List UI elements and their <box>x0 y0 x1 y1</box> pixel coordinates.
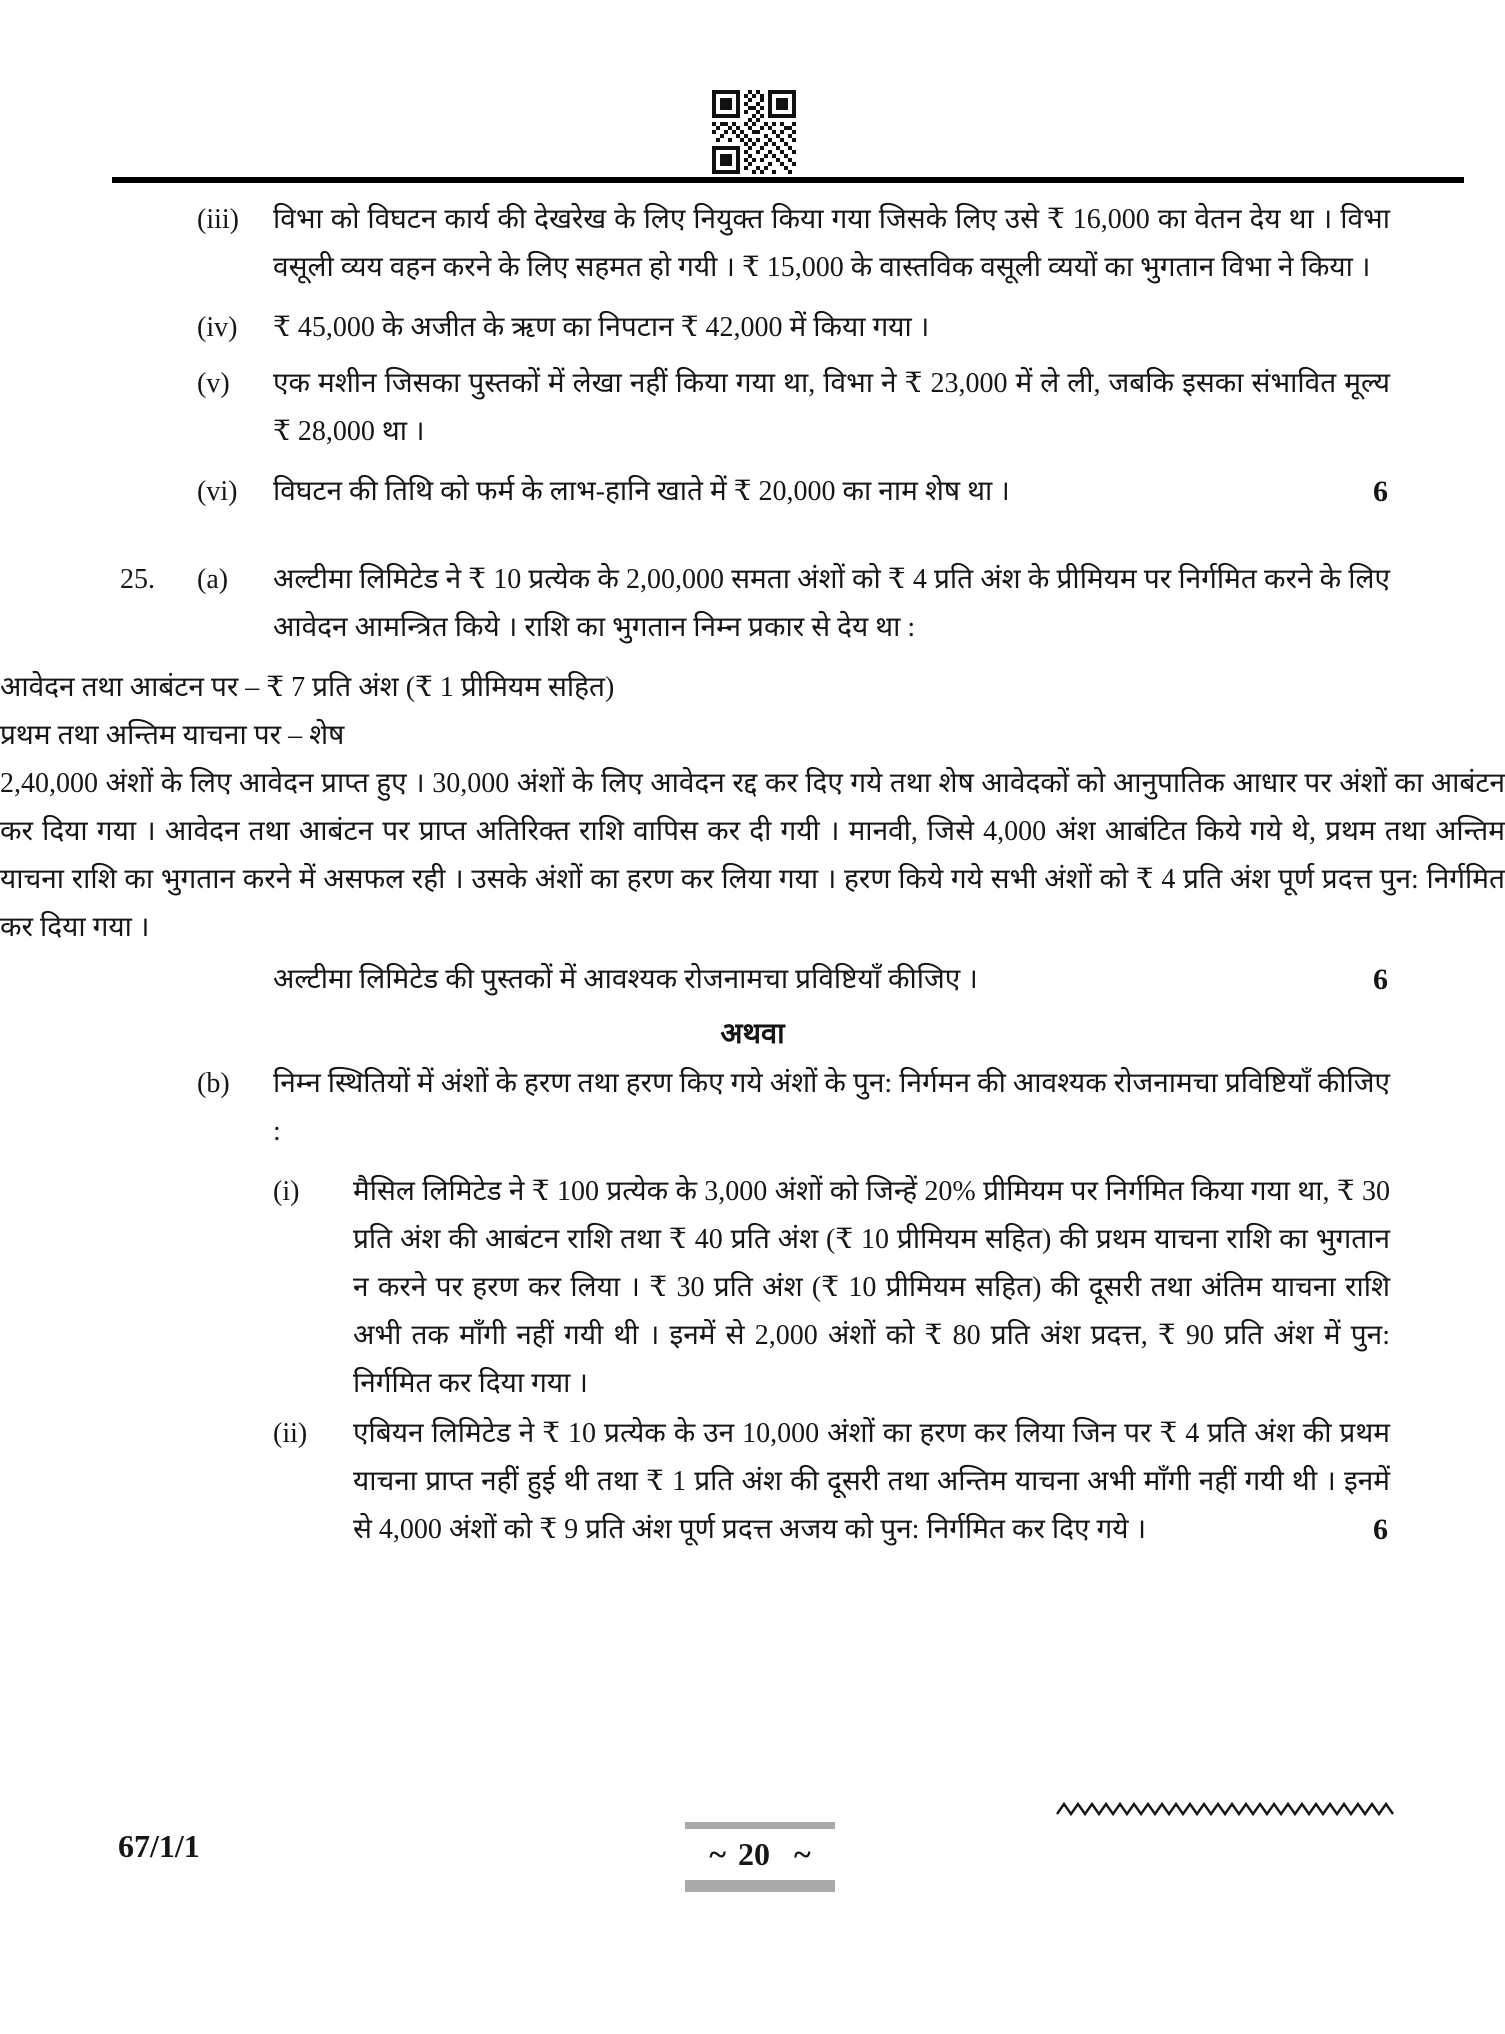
qr-code-graphic <box>712 90 796 174</box>
page-number <box>685 1829 835 1880</box>
question-subpart-v <box>197 360 1390 456</box>
header-rule <box>112 177 1464 183</box>
item-text: एबियन लिमिटेड ने ₹ 10 प्रत्येक के उन 10,000 अंशों का हरण कर लिया जिन पर ₹ 4 प्रति अंश की प्रथम याचना प्राप्त नहीं हुई थी तथा ₹ 1 प्रति अंश की दूसरी तथा अन्तिम याचना अभी माँगी नहीं गयी थी । इनमें से 4,000 अंशों को ₹ 9 प्रति अंश पूर्ण प्रदत्त अजय को पुन: निर्गमित कर दिए गये । <box>353 1418 1390 1545</box>
question-25 <box>0 556 1505 1554</box>
part-a-body-text: 2,40,000 अंशों के लिए आवेदन प्राप्त हुए । 30,000 अंशों के लिए आवेदन रद्द कर दिए गये तथा शेष आवेदकों को आनुपातिक आधार पर अंशों का आबंटन कर दिया गया । आवेदन तथा आबंटन पर प्राप्त अतिरिक्त राशि वापिस कर दी गयी । मानवी, जिसे 4,000 अंश आबंटित किये गये थे, प्रथम तथा अन्तिम याचना राशि का भुगतान करने में असफल रही । उसके अंशों का हरण कर लिया गया । हरण किये गये सभी अंशों को ₹ 4 प्रति अंश पूर्ण प्रदत्त पुन: निर्गमित कर दिया गया । <box>0 768 1505 943</box>
page-number-bottom-bar <box>685 1880 835 1892</box>
part-b-intro-text: निम्न स्थितियों में अंशों के हरण तथा हरण किए गये अंशों के पुन: निर्गमन की आवश्यक रोजनामचा प्रविष्टियाँ कीजिए : <box>273 1068 1390 1147</box>
marks-badge: 6 <box>1373 963 1388 996</box>
zigzag-graphic <box>1056 1800 1404 1818</box>
item-text: विभा को विघटन कार्य की देखरेख के लिए नियुक्त किया गया जिसके लिए उसे ₹ 16,000 का वेतन देय था । विभा वसूली व्यय वहन करने के लिए सहमत हो गयी । ₹ 15,000 के वास्तविक वसूली व्ययों का भुगतान विभा ने किया । <box>273 204 1390 283</box>
page-number-value: 20 <box>738 1836 770 1872</box>
part-a-instruction-row <box>273 956 1390 1004</box>
question-content <box>0 196 1505 1556</box>
question-subpart-vi <box>197 468 1390 516</box>
question-number: 25. <box>120 564 155 595</box>
part-a-intro-text: अल्टीमा लिमिटेड ने ₹ 10 प्रत्येक के 2,00,000 समता अंशों को ₹ 4 प्रति अंश के प्रीमियम पर निर्गमित करने के लिए आवेदन आमन्त्रित किये । राशि का भुगतान निम्न प्रकार से देय था : <box>273 564 1390 643</box>
item-label: (ii) <box>273 1418 308 1449</box>
item-label: (vi) <box>197 476 238 507</box>
item-text: मैसिल लिमिटेड ने ₹ 100 प्रत्येक के 3,000 अंशों को जिन्हें 20% प्रीमियम पर निर्गमित किया गया था, ₹ 30 प्रति अंश की आबंटन राशि तथा ₹ 40 प्रति अंश (₹ 10 प्रीमियम सहित) की प्रथम याचना राशि का भुगतान न करने पर हरण कर लिया । ₹ 30 प्रति अंश (₹ 10 प्रीमियम सहित) की दूसरी तथा अंतिम याचना राशि अभी तक माँगी नहीं गयी थी । इनमें से 2,000 अंशों को ₹ 80 प्रति अंश प्रदत्त, ₹ 90 प्रति अंश में पुन: निर्गमित कर दिया गया । <box>353 1176 1390 1399</box>
marks-badge: 6 <box>1373 475 1388 508</box>
item-label: (iv) <box>197 312 238 343</box>
item-text: एक मशीन जिसका पुस्तकों में लेखा नहीं किया गया था, विभा ने ₹ 23,000 में ले ली, जबकि इसका संभावित मूल्य ₹ 28,000 था । <box>273 368 1390 447</box>
part-b-label: (b) <box>197 1068 230 1099</box>
question-25-part-b-intro <box>197 1060 1390 1156</box>
item-label: (i) <box>273 1176 300 1207</box>
part-a-instruction-text: अल्टीमा लिमिटेड की पुस्तकों में आवश्यक रोजनामचा प्रविष्टियाँ कीजिए । <box>273 964 978 995</box>
part-a-label: (a) <box>197 564 229 595</box>
part-b-item-ii <box>273 1410 1390 1554</box>
or-separator: अथवा <box>720 1018 785 1050</box>
question-25-part-a-intro <box>120 556 1390 652</box>
question-subpart-iv <box>197 304 1390 352</box>
paper-code: 67/1/1 <box>118 1828 200 1864</box>
question-subpart-iii <box>197 196 1390 292</box>
item-label: (iii) <box>197 204 239 235</box>
item-text: ₹ 45,000 के अजीत के ऋण का निपटान ₹ 42,000 में किया गया । <box>273 312 930 343</box>
page-number-top-bar <box>685 1822 835 1829</box>
marks-badge: 6 <box>1373 1513 1388 1546</box>
page-number-tilde-right: ~ <box>794 1836 811 1872</box>
item-label: (v) <box>197 368 230 399</box>
item-text: विघटन की तिथि को फर्म के लाभ-हानि खाते में ₹ 20,000 का नाम शेष था । <box>273 476 1010 507</box>
zigzag-decoration <box>1056 1800 1404 1818</box>
qr-code <box>712 90 796 174</box>
page-number-block <box>685 1822 835 1892</box>
payment-line-application: आवेदन तथा आबंटन पर – ₹ 7 प्रति अंश (₹ 1 प्रीमियम सहित) <box>0 672 615 703</box>
page-number-tilde-left: ~ <box>709 1836 726 1872</box>
part-b-item-i <box>273 1168 1390 1408</box>
payment-line-first-final: प्रथम तथा अन्तिम याचना पर – शेष <box>0 720 345 751</box>
